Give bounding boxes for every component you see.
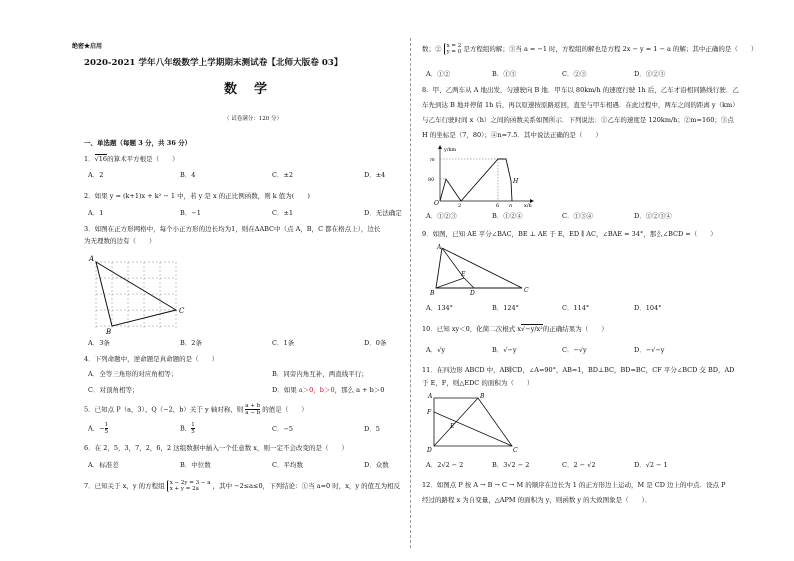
label-c: C bbox=[524, 287, 529, 294]
q3-option-d[interactable]: D．0条 bbox=[364, 339, 387, 347]
q5-option-d[interactable]: D．5 bbox=[364, 425, 380, 433]
label-b: B bbox=[480, 393, 485, 400]
label-e: E bbox=[450, 423, 455, 430]
q5-option-b[interactable]: B． $\frac{1}{5}$ bbox=[180, 422, 195, 435]
q1-option-c[interactable]: C．±2 bbox=[272, 171, 294, 179]
question-9: 9．如图，已知 AE 平分∠BAC，BE ⊥ AE 于 E，ED ∥ AC，∠BAE = 34°，那么∠BCD =（ ） bbox=[422, 230, 717, 238]
q9-option-c[interactable]: C．114° bbox=[562, 304, 590, 312]
segment-ed bbox=[464, 278, 474, 288]
question-5: 5．已知点 P（a，3）、Q（−2，b）关于 y 轴对称，则 $\frac{a + b}{a - b}$ 的值是（ ） bbox=[84, 403, 308, 416]
label-e: E bbox=[461, 271, 466, 278]
label-b: B bbox=[430, 290, 435, 297]
q1-option-b[interactable]: B．4 bbox=[180, 171, 196, 179]
question-3: 3．如图在正方形网格中，每个小正方形的边长均为1，则在ΔABC中（点 A，B，C 都在格点上），边长 bbox=[84, 225, 381, 233]
q9-triangle-figure bbox=[428, 242, 538, 297]
q7-option-b[interactable]: B．①③ bbox=[492, 70, 517, 78]
q11-option-c[interactable]: C．2 − √2 bbox=[562, 461, 596, 469]
x-2-label: 2 bbox=[458, 203, 462, 208]
q2-option-c[interactable]: C．±1 bbox=[272, 209, 294, 217]
q11-option-a[interactable]: A．2√2 − 2 bbox=[426, 461, 464, 469]
n-label: n bbox=[509, 203, 513, 208]
q2-option-a[interactable]: A．1 bbox=[88, 209, 104, 217]
triangle-abc bbox=[436, 248, 522, 288]
value-80-label: 80 bbox=[428, 177, 435, 183]
question-8-line-4: H 的坐标是（7，80）；④n=7.5．其中说法正确的是（ ） bbox=[422, 131, 602, 139]
q11-option-d[interactable]: D．√2 − 1 bbox=[634, 461, 668, 469]
question-7-cont: 数；② x = 2 y = 0 是方程组的解；③当 a = −1 时，方程组的解也是方程 2x − y = 1 − a 的解；其中正确的是（ ） bbox=[422, 43, 758, 55]
label-b: B bbox=[106, 328, 112, 335]
x-axis-label: x/h bbox=[524, 203, 532, 208]
question-7: 7．已知关于 x，y 的方程组 x − 2y = 3 − a x + y = 2a ，其中 −2≤a≤0，下列结论：①当 a=0 时，x，y 的值互为相反 bbox=[84, 480, 401, 492]
question-8-line-1: 8．甲、乙两车从 A 地出发，匀速驶向 B 地．甲车以 80km/h 的速度行驶 1h 后，乙车才沿相同路线行驶．乙 bbox=[422, 86, 739, 94]
question-10: 10．已知 xy＜0，化简二次根式 x√−y/x²的正确结果为（ ） bbox=[422, 325, 608, 333]
label-a: A bbox=[428, 393, 433, 400]
question-8-line-3: 与乙车行驶时间 x（h）之间的函数关系如图所示．下列说法：①乙车的速度是 120km/h；②m=160；③点 bbox=[422, 116, 734, 124]
question-1: 1．√16的算术平方根是（ ） bbox=[84, 155, 179, 163]
q3-grid-figure bbox=[86, 250, 196, 335]
q10-option-b[interactable]: B．√−y bbox=[492, 346, 517, 354]
q1-option-a[interactable]: A．2 bbox=[88, 171, 104, 179]
q3-option-a[interactable]: A．3条 bbox=[88, 339, 110, 347]
question-3-cont: 为无理数的边有（ ） bbox=[84, 237, 156, 245]
question-12-line-1: 12．如图点 P 按 A → B → C → M 的顺序在边长为 1 的正方形边上运动，M 是 CD 边上的中点．设点 P bbox=[422, 481, 726, 489]
q2-option-b[interactable]: B．−1 bbox=[180, 209, 201, 217]
right-column bbox=[422, 0, 792, 561]
q9-option-a[interactable]: A．134° bbox=[426, 304, 453, 312]
q4-option-d[interactable]: D．如果 a＞0，b＞0，那么 a + b＞0 bbox=[272, 386, 385, 394]
question-8-line-2: 车先到达 B 地并停留 1h 后，再以原速按原路返回，直至与甲车相遇．在此过程中，两车之间的距离 y（km） bbox=[422, 101, 739, 109]
q4-option-b[interactable]: B．同旁内角互补，两直线平行； bbox=[272, 370, 368, 378]
segment-be bbox=[436, 278, 464, 288]
label-a: A bbox=[437, 244, 442, 251]
q8-option-b[interactable]: B．①②④ bbox=[492, 212, 523, 220]
q8-option-c[interactable]: C．①③④ bbox=[562, 212, 593, 220]
secret-label: 绝密★启用 bbox=[72, 43, 103, 50]
exam-title: 2020-2021 学年八年级数学上学期期末测试卷【北师大版卷 03】 bbox=[84, 58, 343, 68]
q1-option-d[interactable]: D．±4 bbox=[364, 171, 386, 179]
q2-option-d[interactable]: D．无法确定 bbox=[364, 209, 402, 217]
q3-option-b[interactable]: B．2条 bbox=[180, 339, 202, 347]
question-2: 2．如果 y = (k+1)x + k² − 1 中，若 y 是 x 的正比例函数，则 k 值为( ) bbox=[84, 192, 310, 200]
x-6-label: 6 bbox=[496, 203, 500, 208]
q6-option-b[interactable]: B．中位数 bbox=[180, 461, 211, 469]
score-note: （ 试卷满分：120 分） bbox=[224, 116, 282, 122]
label-a: A bbox=[89, 255, 95, 263]
question-6: 6．在 2，5，3，7，2，6，2 这组数据中插入一个任意数 x，则一定不会改变的是（ ） bbox=[84, 444, 348, 452]
q7-option-c[interactable]: C．②③ bbox=[562, 70, 587, 78]
q8-function-graph bbox=[426, 143, 536, 208]
q3-option-c[interactable]: C．1条 bbox=[272, 339, 295, 347]
q9-option-d[interactable]: D．104° bbox=[634, 304, 662, 312]
q10-option-c[interactable]: C．−√y bbox=[562, 346, 587, 354]
label-f: F bbox=[427, 409, 432, 416]
q7-option-d[interactable]: D．①②③ bbox=[634, 70, 666, 78]
m-label: m bbox=[430, 157, 435, 163]
quadrilateral-abcd bbox=[434, 398, 512, 446]
distance-line bbox=[440, 159, 512, 201]
q11-option-b[interactable]: B．3√2 − 2 bbox=[492, 461, 530, 469]
subject-title: 数 学 bbox=[224, 82, 270, 97]
left-column bbox=[58, 0, 428, 561]
label-d: D bbox=[427, 447, 432, 454]
q6-option-d[interactable]: D．众数 bbox=[364, 461, 389, 469]
q4-option-c[interactable]: C．对顶角相等； bbox=[88, 386, 139, 394]
q11-quadrilateral-figure bbox=[424, 392, 524, 454]
section-heading: 一、单选题（每题 3 分，共 36 分） bbox=[84, 139, 192, 147]
q10-option-a[interactable]: A．√y bbox=[426, 346, 446, 354]
q10-option-d[interactable]: D．−√−y bbox=[634, 346, 665, 354]
q9-option-b[interactable]: B．124° bbox=[492, 304, 519, 312]
q7-option-a[interactable]: A．①② bbox=[426, 70, 451, 78]
q6-option-a[interactable]: A．标准差 bbox=[88, 461, 119, 469]
grid-lines bbox=[96, 262, 176, 328]
question-4: 4．下列命题中，逆命题是真命题的是（ ） bbox=[84, 355, 219, 363]
q8-option-d[interactable]: D．①②③④ bbox=[634, 212, 672, 220]
label-c: C bbox=[513, 447, 518, 454]
y-axis-label: y/km bbox=[444, 147, 457, 153]
q5-option-a[interactable]: A．− $\frac{1}{5}$ bbox=[88, 422, 109, 435]
q6-option-c[interactable]: C．平均数 bbox=[272, 461, 303, 469]
q5-option-c[interactable]: C．−5 bbox=[272, 425, 294, 433]
q4-red-condition: a＞0，b＞0 bbox=[298, 386, 335, 394]
label-d: D bbox=[470, 290, 475, 297]
h-label: H bbox=[513, 178, 519, 185]
q8-option-a[interactable]: A．①②③ bbox=[426, 212, 457, 220]
question-12-line-2: 经过的路程 x 为自变量，△APM 的面积为 y，则函数 y 的大致图象是（ ）． bbox=[422, 496, 652, 504]
q4-option-a[interactable]: A．全等三角形的对应角相等； bbox=[88, 370, 178, 378]
question-11-line-1: 11．在四边形 ABCD 中，AB∥CD，∠A=90°，AB=1，BD⊥BC，BD=BC，CF 平分∠BCD 交 BD，AD bbox=[422, 366, 735, 374]
label-c: C bbox=[179, 307, 185, 315]
origin-label: O bbox=[434, 200, 439, 207]
question-11-line-2: 于 E，F，则△EDC 的面积为（ ） bbox=[422, 379, 534, 387]
